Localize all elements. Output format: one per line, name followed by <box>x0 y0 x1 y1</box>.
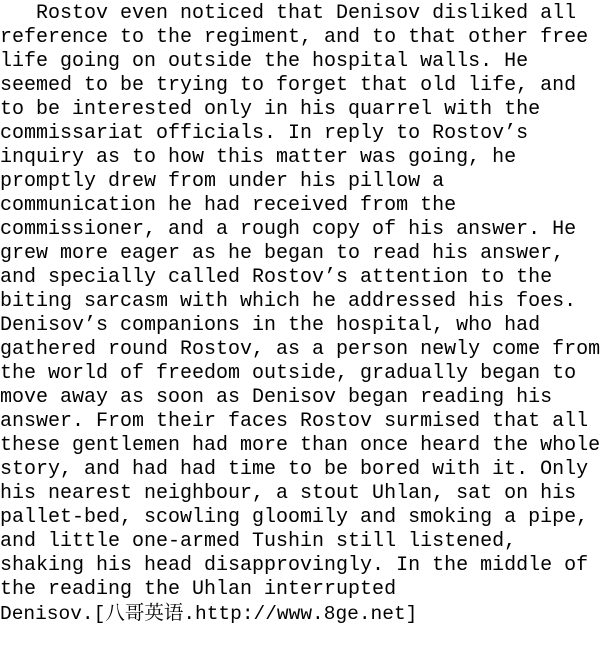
text-line: the reading the Uhlan interrupted <box>0 578 397 601</box>
text-line: grew more eager as he began to read his answer, <box>0 242 565 265</box>
document-body <box>0 2 600 626</box>
text-line: commissioner, and a rough copy of his answer. He <box>0 218 577 241</box>
text-line: Rostov even noticed that Denisov disliked all <box>0 2 577 25</box>
text-line: gathered round Rostov, as a person newly come from <box>0 338 600 361</box>
text-line: move away as soon as Denisov began reading his <box>0 386 553 409</box>
text-line: promptly drew from under his pillow a <box>0 170 445 193</box>
text-line: and little one-armed Tushin still listened, <box>0 530 517 553</box>
text-line: his nearest neighbour, a stout Uhlan, sat on his <box>0 482 577 505</box>
text-line: answer. From their faces Rostov surmised that all <box>0 410 589 433</box>
text-line: the world of freedom outside, gradually began to <box>0 362 577 385</box>
text-line: seemed to be trying to forget that old life, and <box>0 74 577 97</box>
text-line: life going on outside the hospital walls. He <box>0 50 529 73</box>
text-line: inquiry as to how this matter was going, he <box>0 146 517 169</box>
text-line: Denisov’s companions in the hospital, who had <box>0 314 541 337</box>
text-line: communication he had received from the <box>0 194 457 217</box>
text-line: these gentlemen had more than once heard the whole <box>0 434 600 457</box>
text-line: story, and had had time to be bored with it. Only <box>0 458 589 481</box>
text-line: to be interested only in his quarrel with the <box>0 98 541 121</box>
text-line: and specially called Rostov’s attention to the <box>0 266 553 289</box>
text-line: pallet-bed, scowling gloomily and smoking a pipe, <box>0 506 589 529</box>
text-line: reference to the regiment, and to that other free <box>0 26 589 49</box>
text-line: biting sarcasm with which he addressed his foes. <box>0 290 577 313</box>
source-line: Denisov.[八哥英语.http://www.8ge.net] <box>0 603 418 625</box>
text-line: shaking his head disapprovingly. In the middle of <box>0 554 589 577</box>
text-line: commissariat officials. In reply to Rostov’s <box>0 122 529 145</box>
